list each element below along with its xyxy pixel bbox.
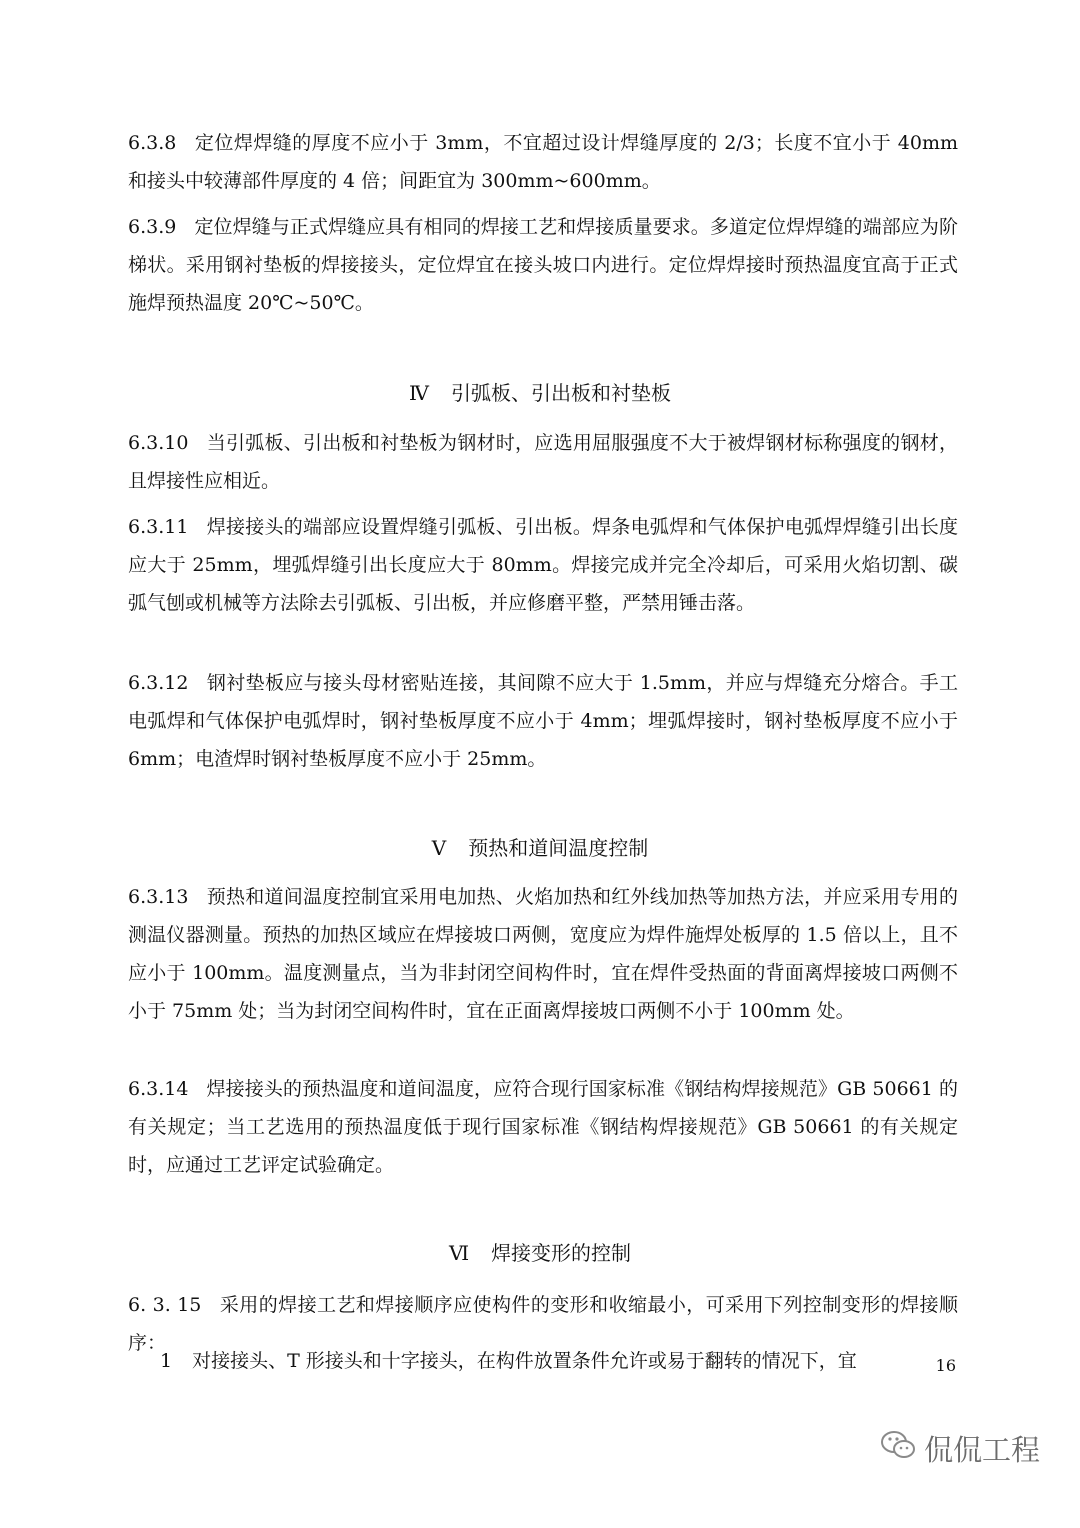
section-heading-v — [0, 832, 1080, 864]
clause-number: 6.3.11 — [128, 516, 189, 538]
clause-6-3-14 — [128, 1070, 958, 1184]
clause-text: 定位焊焊缝的厚度不应小于 3mm，不宜超过设计焊缝厚度的 2/3；长度不宜小于 40mm 和接头中较薄部件厚度的 4 倍；间距宜为 300mm~600mm。 — [128, 132, 958, 192]
section-roman-numeral: Ⅴ — [431, 836, 447, 860]
clause-number: 6.3.14 — [128, 1078, 189, 1100]
page-number: 16 — [935, 1356, 956, 1375]
section-roman-numeral: Ⅵ — [448, 1241, 470, 1265]
clause-6-3-8 — [128, 124, 958, 200]
clause-6-3-9 — [128, 208, 958, 322]
clause-number: 6.3.8 — [128, 132, 177, 154]
clause-text: 焊接接头的预热温度和道间温度，应符合现行国家标准《钢结构焊接规范》GB 50661 的有关规定；当工艺选用的预热温度低于现行国家标准《钢结构焊接规范》GB 50661 的有关规定时，应通过工艺评定试验确定。 — [128, 1078, 958, 1176]
clause-number: 6.3.9 — [128, 216, 177, 238]
clause-number: 6.3.10 — [128, 432, 189, 454]
list-item-number: 1 — [160, 1350, 173, 1372]
section-title: 预热和道间温度控制 — [468, 836, 649, 860]
clause-number: 6.3.13 — [128, 886, 189, 908]
clause-text: 钢衬垫板应与接头母材密贴连接，其间隙不应大于 1.5mm，并应与焊缝充分熔合。手工电弧焊和气体保护电弧焊时，钢衬垫板厚度不应小于 4mm；埋弧焊接时，钢衬垫板厚度不应小于 6mm；电渣焊时钢衬垫板厚度不应小于 25mm。 — [128, 672, 958, 770]
section-title: 焊接变形的控制 — [491, 1241, 632, 1265]
clause-6-3-11 — [128, 508, 958, 622]
clause-text: 采用的焊接工艺和焊接顺序应使构件的变形和收缩最小，可采用下列控制变形的焊接顺序： — [128, 1294, 958, 1354]
section-heading-iv — [0, 377, 1080, 409]
watermark-text: 侃侃工程 — [923, 1433, 1040, 1467]
section-heading-vi — [0, 1237, 1080, 1269]
section-roman-numeral: Ⅳ — [409, 381, 429, 405]
clause-text: 焊接接头的端部应设置焊缝引弧板、引出板。焊条电弧焊和气体保护电弧焊焊缝引出长度应大于 25mm，埋弧焊缝引出长度应大于 80mm。焊接完成并完全冷却后，可采用火焰切割、碳弧气刨或机械等方法除去引弧板、引出板，并应修磨平整，严禁用锤击落。 — [128, 516, 958, 614]
clause-6-3-10 — [128, 424, 958, 500]
clause-number: 6.3.12 — [128, 672, 189, 694]
list-item-text: 对接接头、T 形接头和十字接头，在构件放置条件允许或易于翻转的情况下，宜 — [192, 1350, 857, 1372]
clause-text: 当引弧板、引出板和衬垫板为钢材时，应选用屈服强度不大于被焊钢材标称强度的钢材，且焊接性应相近。 — [128, 432, 958, 492]
clause-number: 6. 3. 15 — [128, 1294, 202, 1316]
clause-6-3-13 — [128, 878, 958, 1030]
clause-text: 定位焊缝与正式焊缝应具有相同的焊接工艺和焊接质量要求。多道定位焊焊缝的端部应为阶梯状。采用钢衬垫板的焊接接头，定位焊宜在接头坡口内进行。定位焊焊接时预热温度宜高于正式施焊预热温度 20℃~50℃。 — [128, 216, 958, 314]
clause-text: 预热和道间温度控制宜采用电加热、火焰加热和红外线加热等加热方法，并应采用专用的测温仪器测量。预热的加热区域应在焊接坡口两侧，宽度应为焊件施焊处板厚的 1.5 倍以上，且不应小于 100mm。温度测量点，当为非封闭空间构件时，宜在焊件受热面的背面离焊接坡口两侧不小于 75mm 处；当为封闭空间构件时，宜在正面离焊接坡口两侧不小于 100mm 处。 — [128, 886, 958, 1022]
watermark — [880, 1428, 1040, 1469]
list-item — [160, 1342, 958, 1380]
wechat-icon — [880, 1430, 924, 1467]
clause-6-3-12 — [128, 664, 958, 778]
section-title: 引弧板、引出板和衬垫板 — [450, 381, 671, 405]
